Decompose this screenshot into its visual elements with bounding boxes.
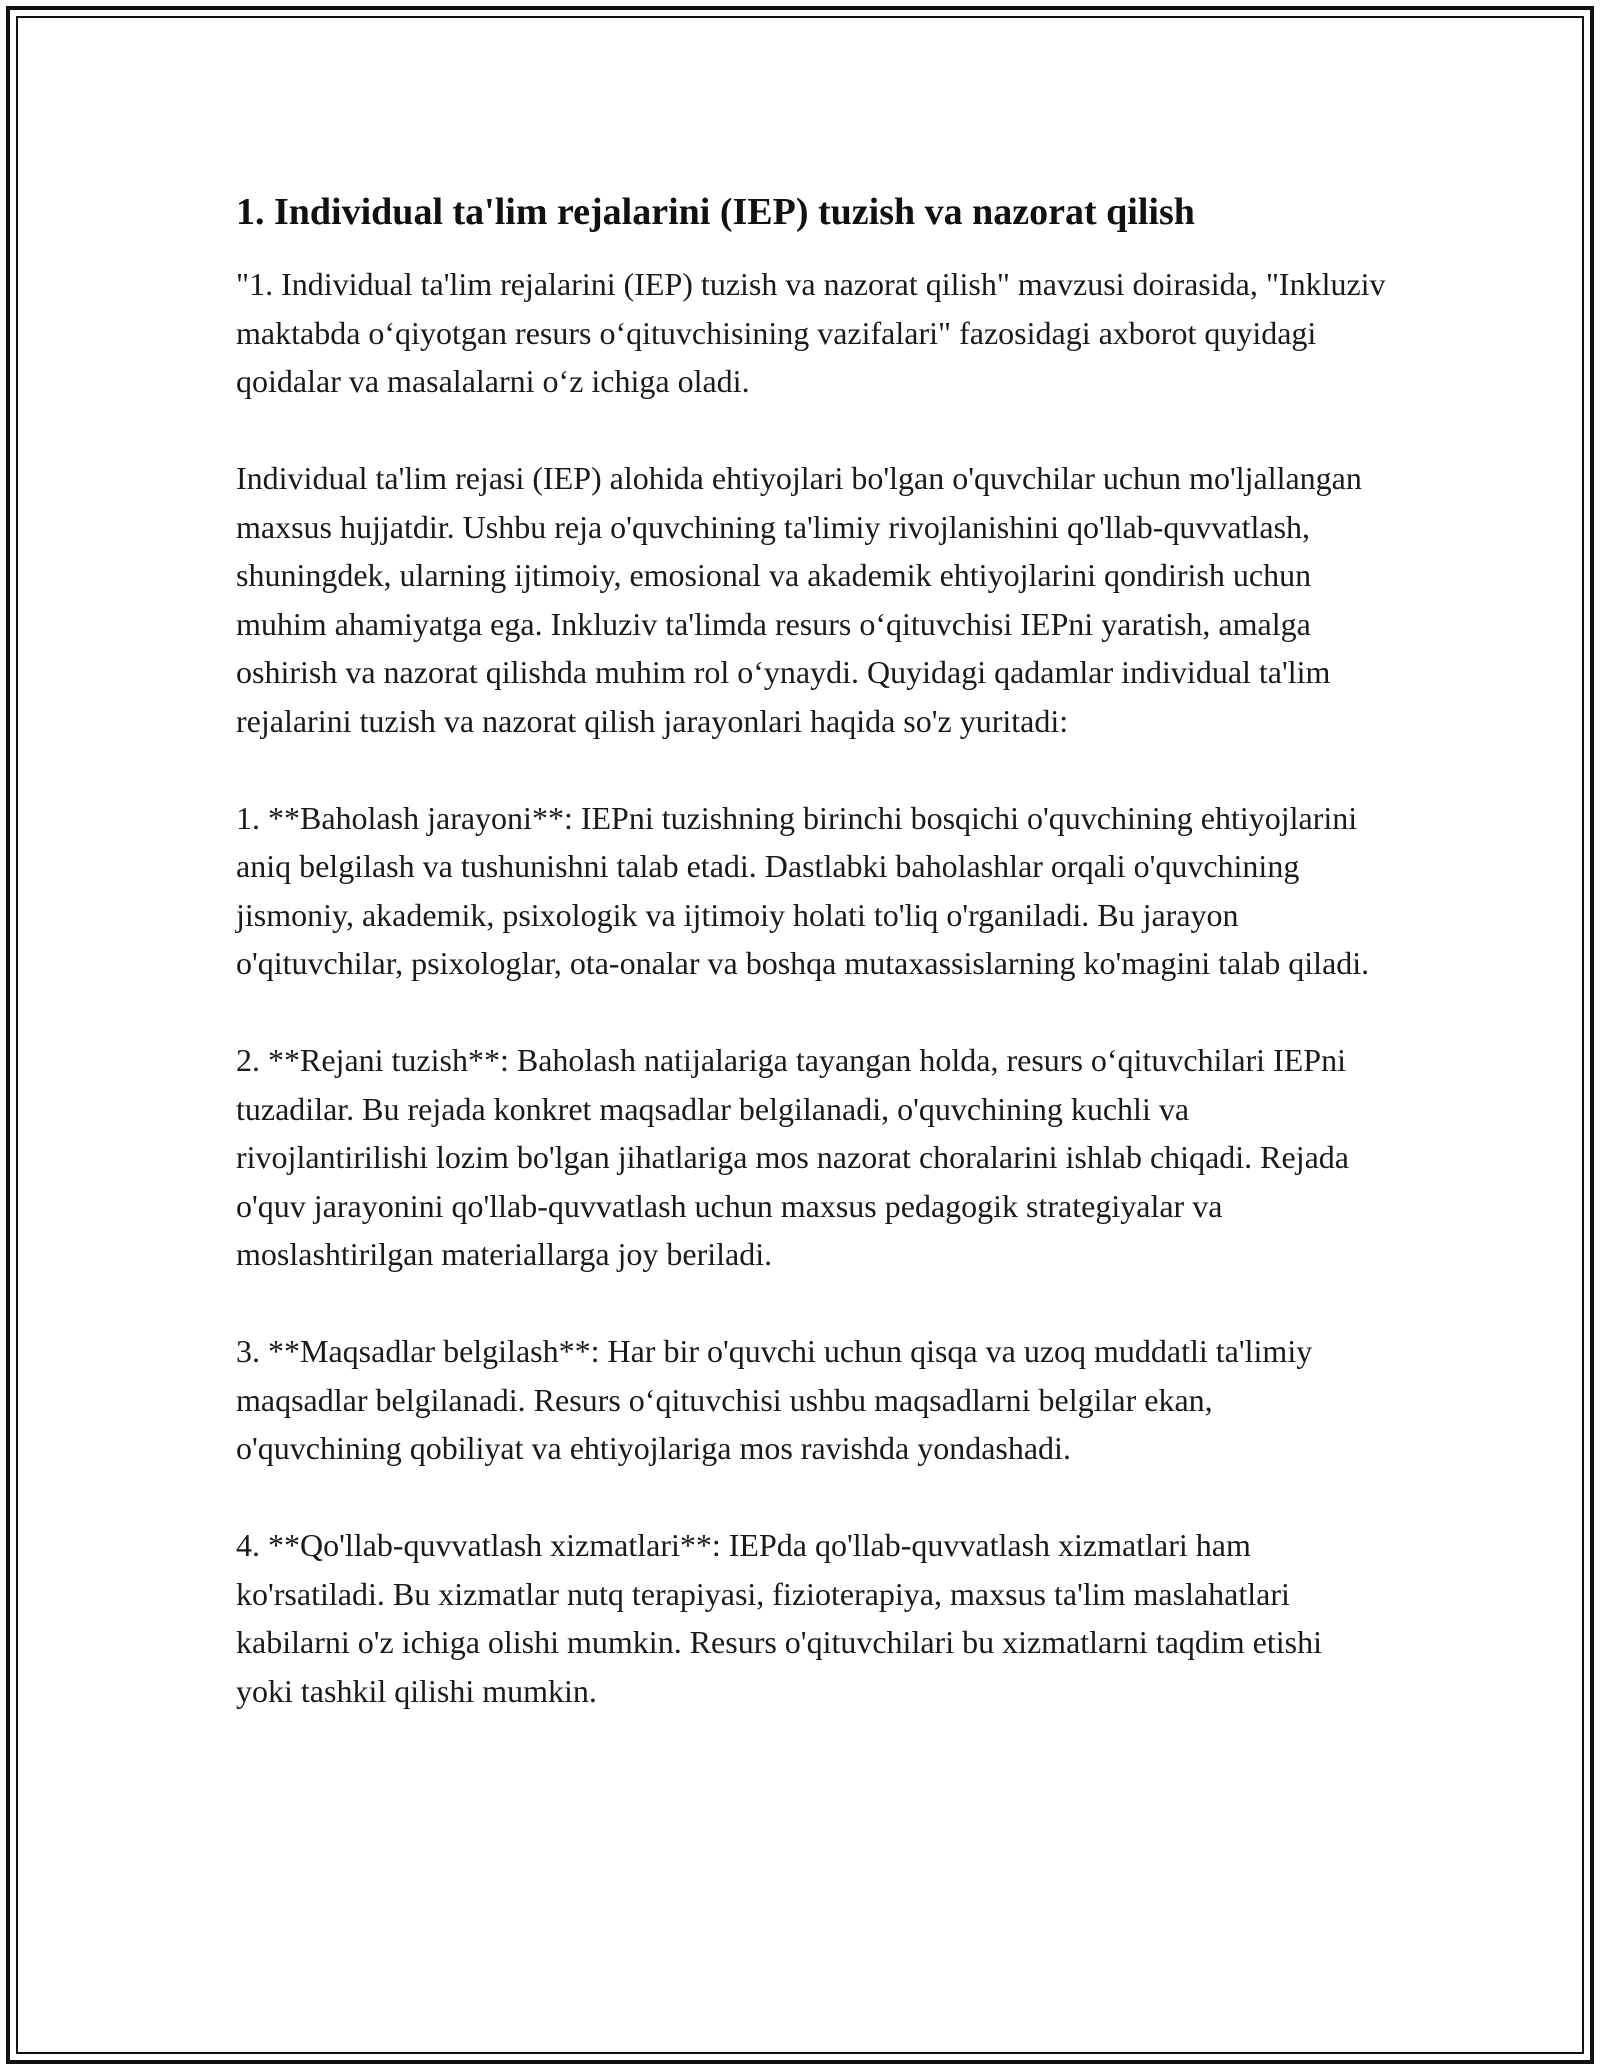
list-item-assessment: 1. **Baholash jarayoni**: IEPni tuzishning birinchi bosqichi o'quvchining ehtiyojlarini aniq belgilash va tushunishni talab etadi. Dastlabki baholashlar orqali o'quvchining jismoniy, akademik, psixologik va ijtimoiy holati to'liq o'rganiladi. Bu jarayon o'qituvchilar, psixologlar, ota-onalar va boshqa mutaxassislarning ko'magini talab qiladi. [236, 799, 1370, 981]
list-item-plan-creation: 2. **Rejani tuzish**: Baholash natijalariga tayangan holda, resurs oʻqituvchilari IEPni tuzadilar. Bu rejada konkret maqsadlar belgilanadi, o'quvchining kuchli va rivojlantirilishi lozim bo'lgan jihatlariga mos nazorat choralarini ishlab chiqadi. Rejada o'quv jarayonini qo'llab-quvvatlash uchun maxsus pedagogik strategiyalar va moslashtirilgan materiallarga joy beriladi. [236, 1042, 1349, 1272]
list-item-support-services: 4. **Qo'llab-quvvatlash xizmatlari**: IEPda qo'llab-quvvatlash xizmatlari ham ko'rsatiladi. Bu xizmatlar nutq terapiyasi, fizioterapiya, maxsus ta'lim maslahatlari kabilarni o'z ichiga olishi mumkin. Resurs o'qituvchilari bu xizmatlarni taqdim etishi yoki tashkil qilishi mumkin. [236, 1527, 1322, 1709]
intro-paragraph: "1. Individual ta'lim rejalarini (IEP) tuzish va nazorat qilish" mavzusi doirasida, "Inkluziv maktabda oʻqiyotgan resurs oʻqituvchisining vazifalari" fazosidagi axborot quyidagi qoidalar va masalalarni oʻz ichiga oladi. [236, 266, 1386, 399]
iep-description-paragraph: Individual ta'lim rejasi (IEP) alohida ehtiyojlari bo'lgan o'quvchilar uchun mo'ljallangan maxsus hujjatdir. Ushbu reja o'quvchining ta'limiy rivojlanishini qo'llab-quvvatlash, shuningdek, ularning ijtimoiy, emosional va akademik ehtiyojlarini qondirish uchun muhim ahamiyatga ega. Inkluziv ta'limda resurs oʻqituvchisi IEPni yaratish, amalga oshirish va nazorat qilishda muhim rol oʻynaydi. Quyidagi qadamlar individual ta'lim rejalarini tuzish va nazorat qilish jarayonlari haqida so'z yuritadi: [236, 460, 1362, 739]
list-item-goal-setting: 3. **Maqsadlar belgilash**: Har bir o'quvchi uchun qisqa va uzoq muddatli ta'limiy maqsadlar belgilanadi. Resurs oʻqituvchisi ushbu maqsadlarni belgilar ekan, o'quvchining qobiliyat va ehtiyojlariga mos ravishda yondashadi. [236, 1333, 1313, 1466]
page-title: 1. Individual ta'lim rejalarini (IEP) tuzish va nazorat qilish [236, 191, 1195, 233]
document-body [236, 186, 1386, 1764]
